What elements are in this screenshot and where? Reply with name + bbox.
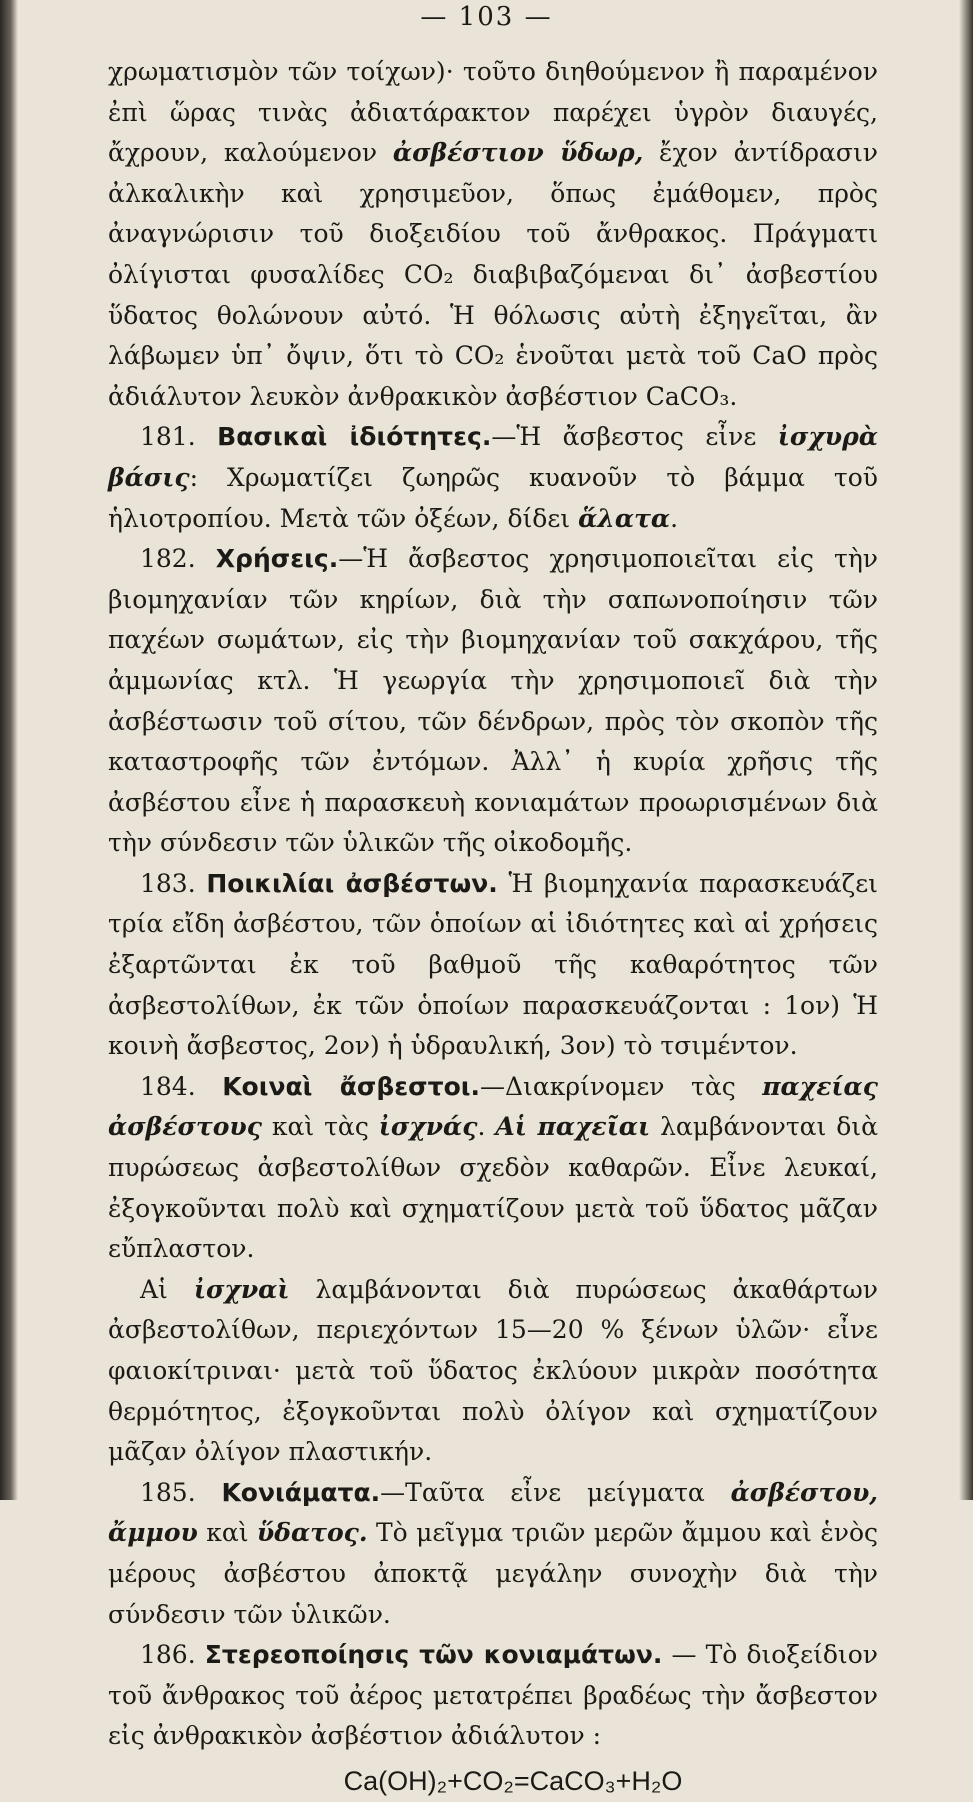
section-number: 183. bbox=[140, 868, 196, 898]
section-emphasis: Αἱ παχεῖαι bbox=[495, 1112, 651, 1142]
page-body bbox=[108, 52, 878, 1802]
section-text: — Τὸ διοξείδιον τοῦ ἄνθρακος τοῦ ἀέρος μετατρέπει βραδέως τὴν ἄσβεστον εἰς ἀνθρακικὸν ἀσβέστιον ἀδιάλυτον : bbox=[108, 1640, 878, 1751]
section-184-paragraph-2 bbox=[108, 1270, 878, 1473]
section-text: . bbox=[670, 503, 679, 533]
section-title: Βασικαὶ ἰδιότητες. bbox=[217, 422, 492, 452]
scan-edge-left bbox=[0, 0, 18, 1500]
section-number: 182. bbox=[140, 544, 196, 574]
section-text: Αἱ bbox=[140, 1274, 194, 1304]
section-text: . bbox=[477, 1112, 496, 1142]
section-text: —Ἡ ἄσβεστος χρησιμοποιεῖται εἰς τὴν βιομηχανίαν τῶν κηρίων, διὰ τὴν σαπωνοποίησιν τῶν παχέων σωμάτων, εἰς τὴν βιομηχανίαν τοῦ σακχάρου, τῆς ἀμμωνίας κτλ. Ἡ γεωργία τὴν χρησιμοποιεῖ διὰ τὴν ἀσβέστωσιν τοῦ σίτου, τῶν δένδρων, πρὸς τὸν σκοπὸν τῆς καταστροφῆς τῶν ἐντόμων. Ἀλλ᾿ ἡ κυρία χρῆσις τῆς ἀσβέστου εἶνε ἡ παρασκευὴ κονιαμάτων προωρισμένων διὰ τὴν σύνδεσιν τῶν ὑλικῶν τῆς οἰκοδομῆς. bbox=[108, 544, 879, 858]
section-182 bbox=[108, 539, 878, 864]
intro-text: χρωματισμὸν τῶν τοίχων)· τοῦτο διηθούμενον ἢ παραμένον ἐπὶ ὥρας τινὰς ἀδιατάρακτον παρέχει ὑγρὸν διαυγές, ἄχρουν, καλούμενον bbox=[108, 57, 878, 168]
section-emphasis: ἀσβέστου, ἄμμου bbox=[108, 1477, 879, 1548]
section-text: —Ταῦτα εἶνε μείγματα bbox=[380, 1477, 731, 1507]
section-186 bbox=[108, 1635, 878, 1757]
section-text: Τὸ μεῖγμα τριῶν μερῶν ἄμμου καὶ ἑνὸς μέρους ἀσβέστου ἀποκτᾷ μεγάλην συνοχὴν διὰ τὴν σύνδεσιν τῶν ὑλικῶν. bbox=[108, 1518, 879, 1629]
section-title: Χρήσεις. bbox=[215, 544, 339, 574]
page-number: — 103 — bbox=[420, 2, 553, 32]
section-title: Στερεοποίησις τῶν κονιαμάτων. bbox=[204, 1640, 663, 1670]
section-text: —Ἡ ἄσβεστος εἶνε bbox=[491, 422, 778, 452]
intro-emphasis: ἀσβέστιον ὕδωρ, bbox=[392, 138, 644, 168]
section-text: καὶ τὰς bbox=[261, 1112, 379, 1142]
section-number: 186. bbox=[140, 1640, 196, 1670]
section-text: —Διακρίνομεν τὰς bbox=[480, 1071, 763, 1101]
section-183 bbox=[108, 864, 878, 1067]
section-emphasis: ἰσχναὶ bbox=[193, 1274, 290, 1304]
chemical-formula: Ca(OH)₂+CO₂=CaCO₃+H₂O bbox=[343, 1765, 683, 1796]
section-text: λαμβάνονται διὰ πυρώσεως ἀσβεστολίθων σχεδὸν καθαρῶν. Εἶνε λευκαί, ἐξογκοῦνται πολὺ καὶ σχηματίζουν μετὰ τοῦ ὕδατος μᾶζαν εὔπλαστον. bbox=[108, 1112, 878, 1264]
section-emphasis: ἰσχνάς bbox=[378, 1112, 478, 1142]
section-emphasis: παχείας ἀσβέστους bbox=[108, 1071, 878, 1142]
section-181 bbox=[108, 417, 878, 539]
section-text: λαμβάνονται διὰ πυρώσεως ἀκαθάρτων ἀσβεστολίθων, περιεχόντων 15—20 % ξένων ὑλῶν· εἶνε φαιοκίτριναι· μετὰ τοῦ ὕδατος ἐκλύουν μικρὰν ποσότητα θερμότητος, ἐξογκοῦνται πολὺ ὀλίγον καὶ σχηματίζουν μᾶζαν ὀλίγον πλαστικήν. bbox=[108, 1274, 878, 1467]
section-emphasis: ἅλατα bbox=[578, 503, 671, 533]
section-number: 181. bbox=[140, 422, 196, 452]
intro-text-continued: ἔχον ἀντίδρασιν ἀλκαλικὴν καὶ χρησιμεῦον, ὅπως ἐμάθομεν, πρὸς ἀναγνώρισιν τοῦ διοξειδίου τοῦ ἄνθρακος. Πράγματι ὀλίγισται φυσαλίδες CO₂ διαβιβαζόμεναι δι᾿ ἀσβεστίου ὕδατος θολώνουν αὐτό. Ἡ θόλωσις αὐτὴ ἐξηγεῖται, ἂν λάβωμεν ὑπ᾿ ὄψιν, ὅτι τὸ CO₂ ἑνοῦται μετὰ τοῦ CaO πρὸς ἀδιάλυτον λευκὸν ἀνθρακικὸν ἀσβέστιον CaCO₃. bbox=[108, 138, 878, 411]
section-title: Ποικιλίαι ἀσβέστων. bbox=[206, 868, 498, 898]
section-text: καὶ bbox=[197, 1518, 257, 1548]
section-184 bbox=[108, 1067, 878, 1270]
section-emphasis: ἰσχυρὰ βάσις bbox=[108, 422, 878, 492]
section-title: Κοιναὶ ἄσβεστοι. bbox=[222, 1071, 480, 1101]
section-title: Κονιάματα. bbox=[221, 1477, 381, 1507]
section-number: 185. bbox=[140, 1477, 196, 1507]
section-number: 184. bbox=[140, 1071, 196, 1101]
section-text: Ἡ βιομηχανία παρασκευάζει τρία εἴδη ἀσβέστου, τῶν ὁποίων αἱ ἰδιότητες καὶ αἱ χρήσεις ἐξαρτῶνται ἐκ τοῦ βαθμοῦ τῆς καθαρότητος τῶν ἀσβεστολίθων, ἐκ τῶν ὁποίων παρασκευάζονται : 1ον) Ἡ κοινὴ ἄσβεστος, 2ον) ἡ ὑδραυλική, 3ον) τὸ τσιμέντον. bbox=[108, 868, 878, 1061]
scan-edge-right bbox=[959, 0, 973, 1500]
intro-paragraph bbox=[108, 52, 878, 417]
section-text: : Χρωματίζει ζωηρῶς κυανοῦν τὸ βάμμα τοῦ ἡλιοτροπίου. Μετὰ τῶν ὀξέων, δίδει bbox=[108, 462, 878, 533]
section-emphasis: ὕδατος. bbox=[256, 1518, 368, 1548]
section-185 bbox=[108, 1473, 878, 1635]
